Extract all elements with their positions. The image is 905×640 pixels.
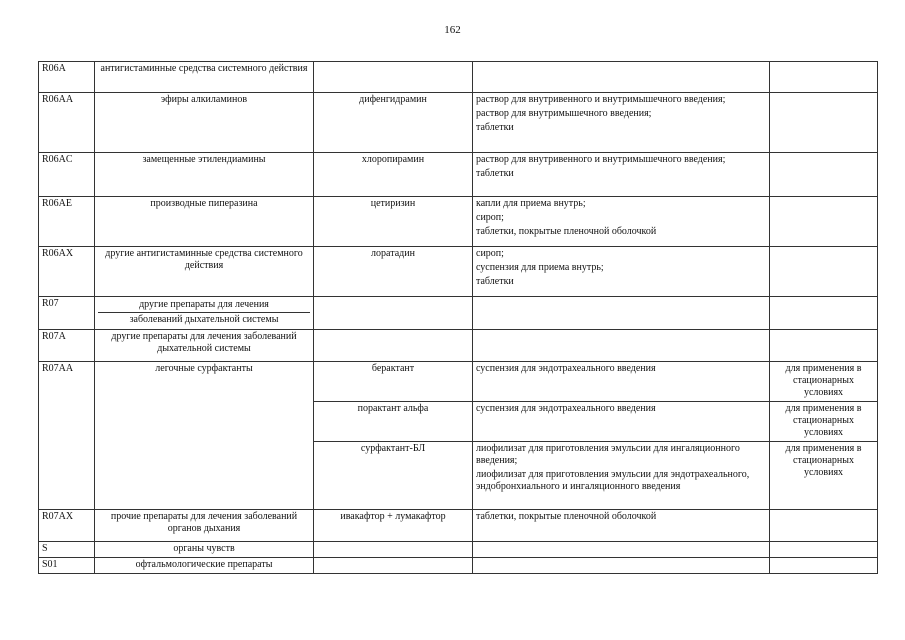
dosage-form-cell [473, 558, 770, 574]
note-cell [770, 330, 878, 362]
drug-name-cell: порактант альфа [314, 402, 473, 442]
atc-code-cell: R06AE [39, 197, 95, 247]
group-cell: легочные сурфактанты [95, 362, 314, 510]
group-cell: другие антигистаминные средства системного действия [95, 247, 314, 297]
drug-name-cell: сурфактант-БЛ [314, 442, 473, 510]
note-cell [770, 247, 878, 297]
atc-code-cell: R07AX [39, 510, 95, 542]
dosage-form-line: таблетки, покрытые пленочной оболочкой [476, 226, 657, 237]
dosage-form-line: раствор для внутривенного и внутримышечного введения; [476, 94, 726, 105]
atc-code-cell: S01 [39, 558, 95, 574]
dosage-form-line: суспензия для эндотрахеального введения [476, 363, 656, 374]
dosage-form-line: таблетки [476, 168, 514, 179]
dosage-form-line: лиофилизат для приготовления эмульсии для ингаляционного введения; [476, 443, 740, 466]
dosage-form-cell [473, 62, 770, 93]
group-cell [95, 297, 314, 330]
drug-name-cell: цетиризин [314, 197, 473, 247]
note-cell [770, 558, 878, 574]
note-cell: для применения в стационарных условиях [770, 402, 878, 442]
dosage-form-line: капли для приема внутрь; [476, 198, 586, 209]
dosage-form-cell [473, 247, 770, 297]
drug-name-cell: хлоропирамин [314, 153, 473, 197]
group-cell: офтальмологические препараты [95, 558, 314, 574]
note-cell [770, 510, 878, 542]
atc-code-cell: R06AA [39, 93, 95, 153]
atc-code-cell: R06AC [39, 153, 95, 197]
group-cell: антигистаминные средства системного действия [95, 62, 314, 93]
dosage-form-line: сироп; [476, 212, 504, 223]
table-row [39, 247, 878, 297]
group-cell: эфиры алкиламинов [95, 93, 314, 153]
drug-name-cell: лоратадин [314, 247, 473, 297]
medication-table [38, 61, 878, 574]
drug-name-cell [314, 330, 473, 362]
note-cell [770, 153, 878, 197]
note-cell [770, 542, 878, 558]
note-cell [770, 62, 878, 93]
dosage-form-line: раствор для внутримышечного введения; [476, 108, 652, 119]
dosage-form-line: суспензия для приема внутрь; [476, 262, 604, 273]
group-cell-part: другие препараты для лечения [139, 299, 269, 310]
dosage-form-line: раствор для внутривенного и внутримышечного введения; [476, 154, 726, 165]
dosage-form-line: таблетки [476, 122, 514, 133]
table-row [39, 153, 878, 197]
table-row [39, 297, 878, 330]
dosage-form-cell [473, 93, 770, 153]
atc-code-cell: R07 [39, 297, 95, 330]
drug-name-cell [314, 542, 473, 558]
table-row [39, 197, 878, 247]
page-number: 162 [444, 24, 461, 36]
atc-code-cell: R06A [39, 62, 95, 93]
table-row [39, 93, 878, 153]
drug-name-cell: дифенгидрамин [314, 93, 473, 153]
atc-code-cell: R07AA [39, 362, 95, 510]
dosage-form-cell [473, 362, 770, 402]
dosage-form-cell [473, 442, 770, 510]
group-cell: органы чувств [95, 542, 314, 558]
dosage-form-cell [473, 542, 770, 558]
dosage-form-cell [473, 153, 770, 197]
note-cell: для применения в стационарных условиях [770, 442, 878, 510]
drug-name-cell: берактант [314, 362, 473, 402]
group-cell: другие препараты для лечения заболеваний дыхательной системы [95, 330, 314, 362]
dosage-form-line: сироп; [476, 248, 504, 259]
table-row [39, 510, 878, 542]
note-cell [770, 197, 878, 247]
dosage-form-cell [473, 297, 770, 330]
table-row [39, 542, 878, 558]
atc-code-cell: R06AX [39, 247, 95, 297]
dosage-form-line: суспензия для эндотрахеального введения [476, 403, 656, 414]
atc-code-cell: R07A [39, 330, 95, 362]
dosage-form-cell [473, 402, 770, 442]
drug-name-cell [314, 558, 473, 574]
dosage-form-line: таблетки, покрытые пленочной оболочкой [476, 511, 657, 522]
table-row [39, 62, 878, 93]
group-cell-part: заболеваний дыхательной системы [98, 312, 310, 327]
dosage-form-cell [473, 197, 770, 247]
drug-name-cell [314, 297, 473, 330]
group-cell: замещенные этилендиамины [95, 153, 314, 197]
group-cell: производные пиперазина [95, 197, 314, 247]
table-row [39, 330, 878, 362]
dosage-form-cell [473, 510, 770, 542]
drug-name-cell [314, 62, 473, 93]
note-cell: для применения в стационарных условиях [770, 362, 878, 402]
group-cell: прочие препараты для лечения заболеваний органов дыхания [95, 510, 314, 542]
note-cell [770, 93, 878, 153]
dosage-form-line: лиофилизат для приготовления эмульсии для эндотрахеального, эндобронхиального и ингаляционного введения [476, 469, 750, 492]
drug-name-cell: ивакафтор + лумакафтор [314, 510, 473, 542]
note-cell [770, 297, 878, 330]
dosage-form-cell [473, 330, 770, 362]
dosage-form-line: таблетки [476, 276, 514, 287]
table-row [39, 362, 878, 402]
atc-code-cell: S [39, 542, 95, 558]
table-row [39, 558, 878, 574]
